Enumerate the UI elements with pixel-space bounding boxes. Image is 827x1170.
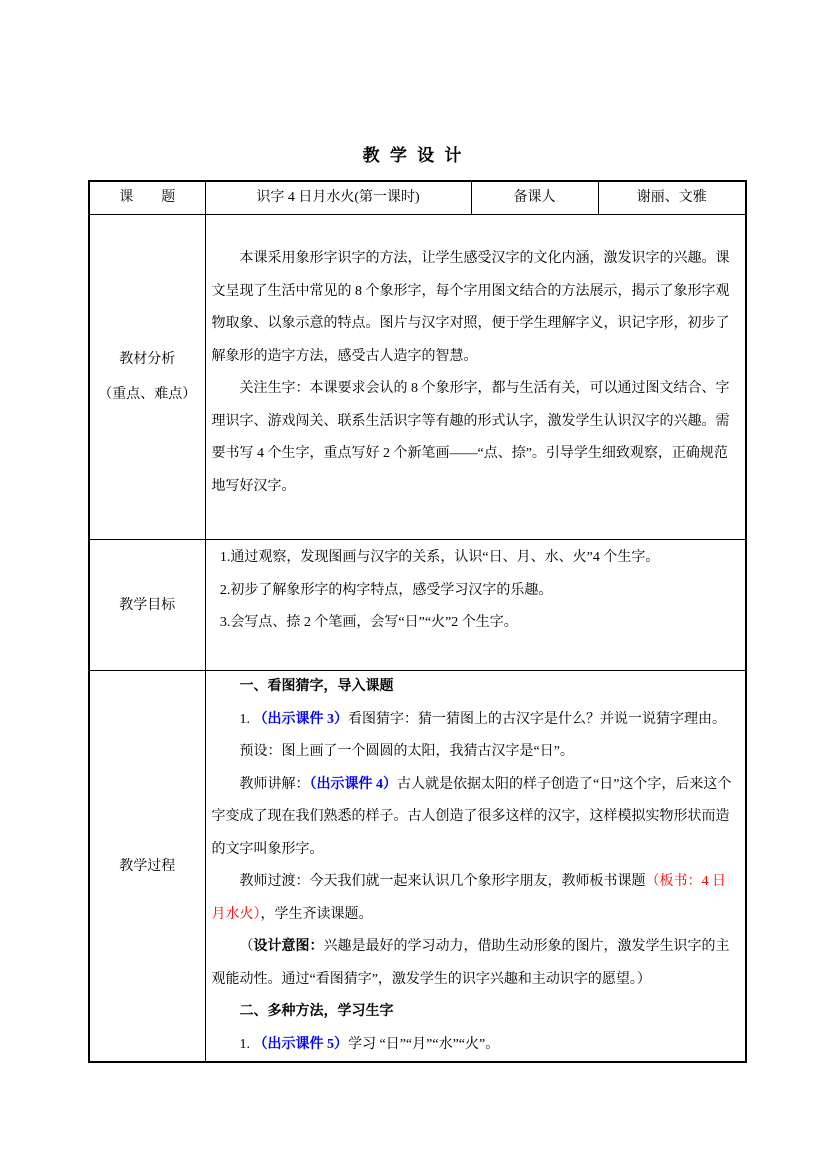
paragraph	[212, 542, 738, 575]
topic-label-cell: 课 题	[89, 181, 205, 215]
text-segment: （	[239, 939, 254, 954]
text-segment: 一、看图猜字，导入课题	[239, 679, 394, 694]
text-segment: 预设：图上画了一个圆圆的太阳，我猜古汉字是“日”。	[239, 744, 574, 759]
preparer-label-cell: 备课人	[471, 181, 598, 215]
paragraph	[212, 575, 738, 608]
text-segment: 教师过渡：今天我们就一起来认识几个象形字朋友，教师板书课题	[239, 874, 646, 889]
section-label-material-analysis	[89, 215, 205, 540]
paragraph	[212, 1029, 738, 1062]
text-segment: 1.	[239, 1036, 254, 1052]
teaching-process-row	[89, 671, 746, 1063]
paragraph	[212, 243, 738, 373]
text-segment: 教师讲解：	[239, 776, 310, 792]
paragraph	[212, 866, 738, 931]
section-label-teaching-process: 教学过程	[89, 671, 205, 1063]
text-segment: （出示课件 3）	[253, 711, 348, 727]
section-label-teaching-goals: 教学目标	[89, 540, 205, 671]
text-segment: （出示课件 4）	[309, 776, 397, 792]
paragraph	[212, 769, 738, 867]
paragraph	[212, 996, 738, 1029]
text-segment: ，学生齐读课题。	[260, 906, 373, 922]
paragraph	[212, 373, 738, 503]
text-segment: 本课采用象形字识字的方法，让学生感受汉字的文化内涵，激发识字的兴趣。课文呈现了生活中常见的 8 个象形字，每个字用图文结合的方法展示，揭示了象形字观物取象、以象示意的特点。图片与汉字对照，便于学生理解字义，识记字形，初步了解象形的造字方法，感受古人造字的智慧。	[211, 251, 730, 364]
teaching-goals-row	[89, 540, 746, 671]
text-segment: 兴趣是最好的学习动力，借助生动形象的图片，激发学生识字的主观能动性。通过“看图猜字”，激发学生的识字兴趣和主动识字的愿望。）	[211, 939, 730, 987]
paragraph	[212, 671, 738, 704]
text-segment: 3.会写点、捺 2 个笔画，会写“日”“火”2 个生字。	[219, 615, 518, 630]
section-content-teaching-goals	[205, 540, 746, 671]
page-title: 教 学 设 计	[362, 146, 465, 165]
material-analysis-row	[89, 215, 746, 540]
preparer-value-cell: 谢丽、文雅	[598, 181, 746, 215]
text-segment: 1.通过观察，发现图画与汉字的关系，认识“日、月、水、火”4 个生字。	[219, 550, 660, 565]
paragraph	[212, 931, 738, 996]
section-sublabel-text: （重点、难点）	[98, 387, 197, 402]
section-content-teaching-process	[205, 671, 746, 1063]
text-segment: 二、多种方法，学习生字	[239, 1004, 394, 1019]
paragraph	[212, 736, 738, 769]
text-segment: 看图猜字：猜一猜图上的古汉字是什么？并说一说猜字理由。	[348, 711, 726, 727]
text-segment: 2.初步了解象形字的构字特点，感受学习汉字的乐趣。	[219, 582, 553, 598]
text-segment: 设计意图：	[253, 939, 324, 954]
section-content-material-analysis	[205, 215, 746, 540]
text-segment: 古人就是依据太阳的样子创造了“日”这个字，后来这个字变成了现在我们熟悉的样子。古人创造了很多这样的汉字，这样模拟实物形状而造的文字叫象形字。	[211, 776, 732, 857]
text-segment: （出示课件 5）	[253, 1036, 348, 1052]
paragraph	[212, 607, 738, 640]
text-segment: 关注生字：本课要求会认的 8 个象形字，都与生活有关，可以通过图文结合、字理识字、游戏闯关、联系生活识字等有趣的形式认字，激发学生认识汉字的兴趣。需要书写 4 个生字，重点写好 2 个新笔画——“点、捺”。引导学生细致观察，正确规范地写好汉字。	[211, 381, 730, 494]
paragraph	[212, 704, 738, 737]
text-segment: 学习 “日”“月”“水”“火”。	[348, 1036, 500, 1052]
section-label-text: 教材分析	[119, 352, 176, 367]
topic-value-cell: 识字 4 日月水火(第一课时)	[205, 181, 471, 215]
table-header-row	[89, 181, 746, 215]
text-segment: 1.	[239, 711, 254, 727]
text-segment: （板书：4 日月水火）	[211, 874, 726, 922]
lesson-plan-table	[88, 180, 747, 1063]
